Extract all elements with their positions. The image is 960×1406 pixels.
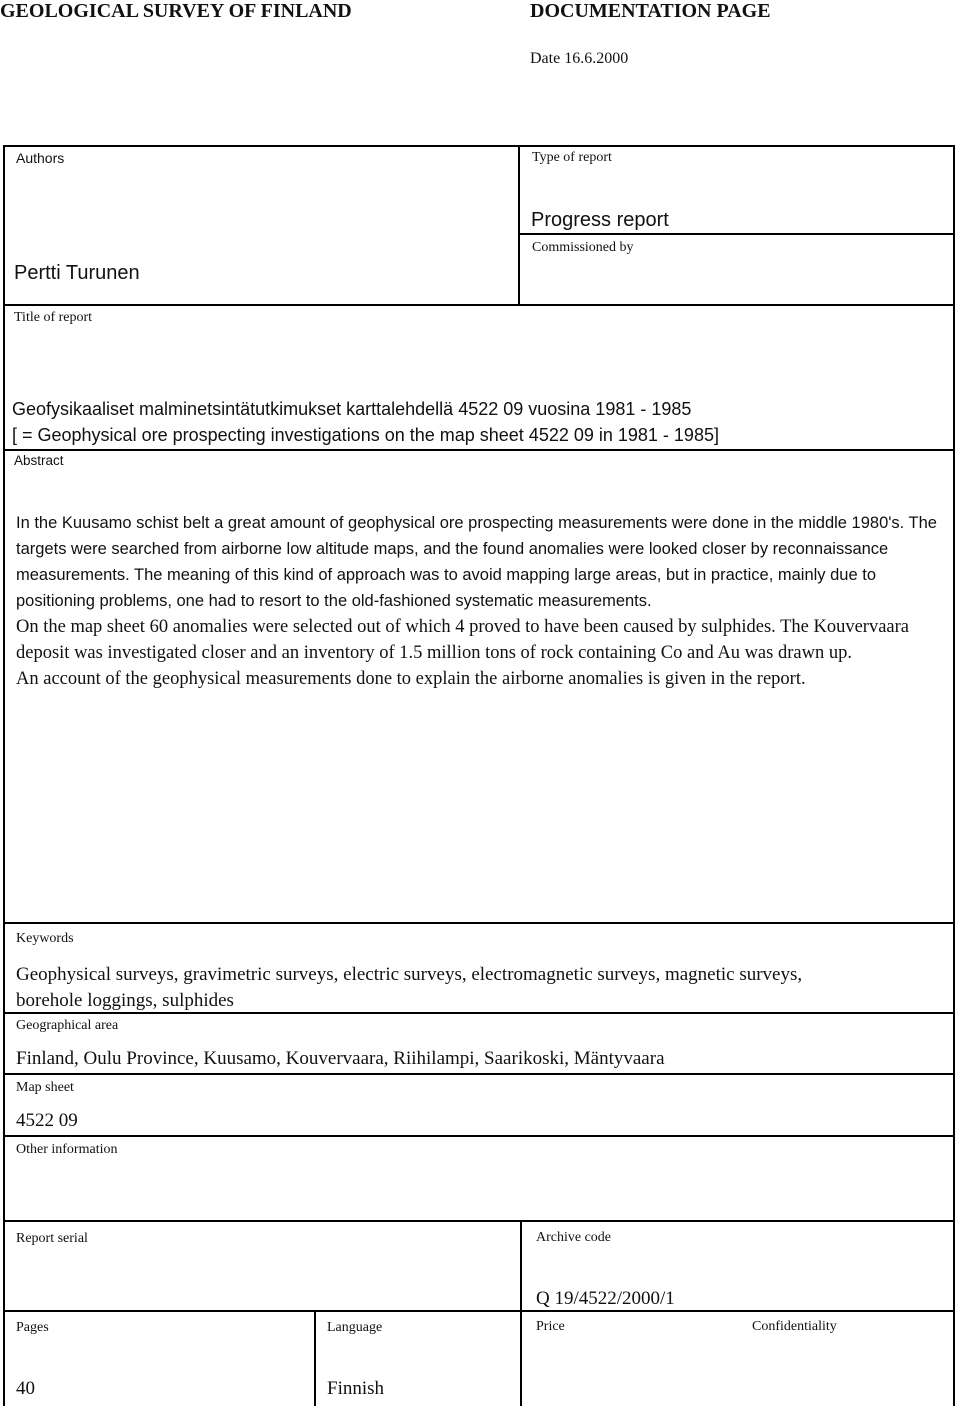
document-type-heading: DOCUMENTATION PAGE (530, 0, 771, 22)
other-information-label: Other information (16, 1142, 118, 1157)
authors-value: Pertti Turunen (14, 262, 140, 284)
abstract-paragraph: An account of the geophysical measurements done to explain the airborne anomalies is given in the report. (16, 669, 806, 689)
report-title (12, 396, 719, 448)
abstract-label: Abstract (14, 453, 64, 468)
abstract-body (16, 510, 941, 692)
title-finnish: Geofysikaaliset malminetsintätutkimukset karttalehdellä 4522 09 vuosina 1981 - 1985 (12, 399, 692, 419)
report-serial-label: Report serial (16, 1231, 88, 1246)
report-date: Date 16.6.2000 (530, 50, 629, 67)
keywords-label: Keywords (16, 931, 74, 946)
archive-code-label: Archive code (536, 1230, 612, 1245)
keywords-line: borehole loggings, sulphides (16, 990, 234, 1011)
organization-name: GEOLOGICAL SURVEY OF FINLAND (0, 0, 352, 22)
keywords-value (16, 962, 802, 1014)
geographical-area-label: Geographical area (16, 1018, 119, 1033)
geographical-area-value: Finland, Oulu Province, Kuusamo, Kouvervaara, Riihilampi, Saarikoski, Mäntyvaara (16, 1048, 665, 1069)
report-type-label: Type of report (532, 150, 612, 165)
abstract-paragraph: In the Kuusamo schist belt a great amount of geophysical ore prospecting measurements were done in the middle 1980's. The targets were searched from airborne low altitude maps, and the found anomalies were looked closer by reconnaissance measurements. The meaning of this kind of approach was to avoid mapping large areas, but in practice, mainly due to positioning problems, one had to resort to the old-fashioned systematic measurements. (16, 514, 937, 610)
price-label: Price (536, 1319, 565, 1334)
pages-label: Pages (16, 1320, 49, 1335)
authors-label: Authors (16, 150, 65, 166)
language-label: Language (327, 1320, 383, 1335)
abstract-paragraph: On the map sheet 60 anomalies were selected out of which 4 proved to have been caused by sulphides. The Kouvervaara deposit was investigated closer and an inventory of 1.5 million tons of rock containing Co and Au was drawn up. (16, 617, 910, 663)
title-english: [ = Geophysical ore prospecting investigations on the map sheet 4522 09 in 1981 - 1985] (12, 425, 719, 445)
keywords-line: Geophysical surveys, gravimetric surveys, electric surveys, electromagnetic surveys, magnetic surveys, (16, 964, 803, 985)
report-type-value: Progress report (531, 209, 669, 231)
archive-code-value: Q 19/4522/2000/1 (536, 1288, 675, 1309)
confidentiality-label: Confidentiality (752, 1319, 837, 1334)
map-sheet-label: Map sheet (16, 1080, 74, 1095)
commissioned-by-label: Commissioned by (532, 240, 634, 255)
map-sheet-value: 4522 09 (16, 1110, 78, 1131)
language-value: Finnish (327, 1378, 385, 1399)
pages-value: 40 (16, 1378, 35, 1399)
title-label: Title of report (14, 310, 93, 325)
